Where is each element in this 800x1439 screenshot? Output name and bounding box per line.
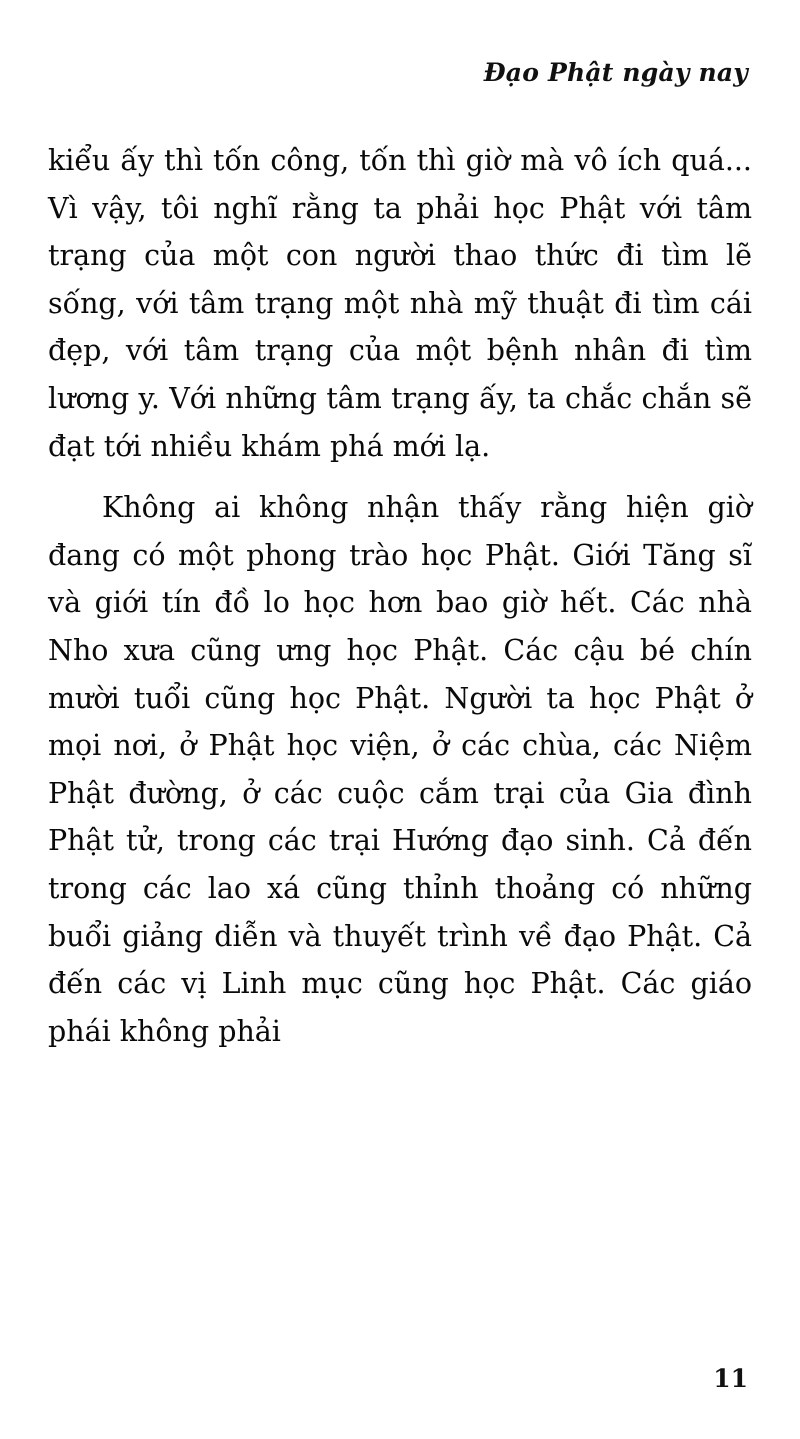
running-head: Đạo Phật ngày nay xyxy=(483,58,748,87)
paragraph: Không ai không nhận thấy rằng hiện giờ đang có một phong trào học Phật. Giới Tăng sĩ và giới tín đồ lo học hơn bao giờ hết. Các nhà Nho xưa cũng ưng học Phật. Các cậu bé chín mười tuổi cũng học Phật. Người ta học Phật ở mọi nơi, ở Phật học viện, ở các chùa, các Niệm Phật đường, ở các cuộc cắm trại của Gia đình Phật tử, trong các trại Hướng đạo sinh. Cả đến trong các lao xá cũng thỉnh thoảng có những buổi giảng diễn và thuyết trình về đạo Phật. Cả đến các vị Linh mục cũng học Phật. Các giáo phái không phải xyxy=(48,491,752,1048)
body-text xyxy=(48,137,752,1055)
page-number: 11 xyxy=(713,1364,748,1393)
paragraph: kiểu ấy thì tốn công, tốn thì giờ mà vô ích quá... Vì vậy, tôi nghĩ rằng ta phải học Phật với tâm trạng của một con người thao thức đi tìm lẽ sống, với tâm trạng một nhà mỹ thuật đi tìm cái đẹp, với tâm trạng của một bệnh nhân đi tìm lương y. Với những tâm trạng ấy, ta chắc chắn sẽ đạt tới nhiều khám phá mới lạ. xyxy=(48,144,752,463)
